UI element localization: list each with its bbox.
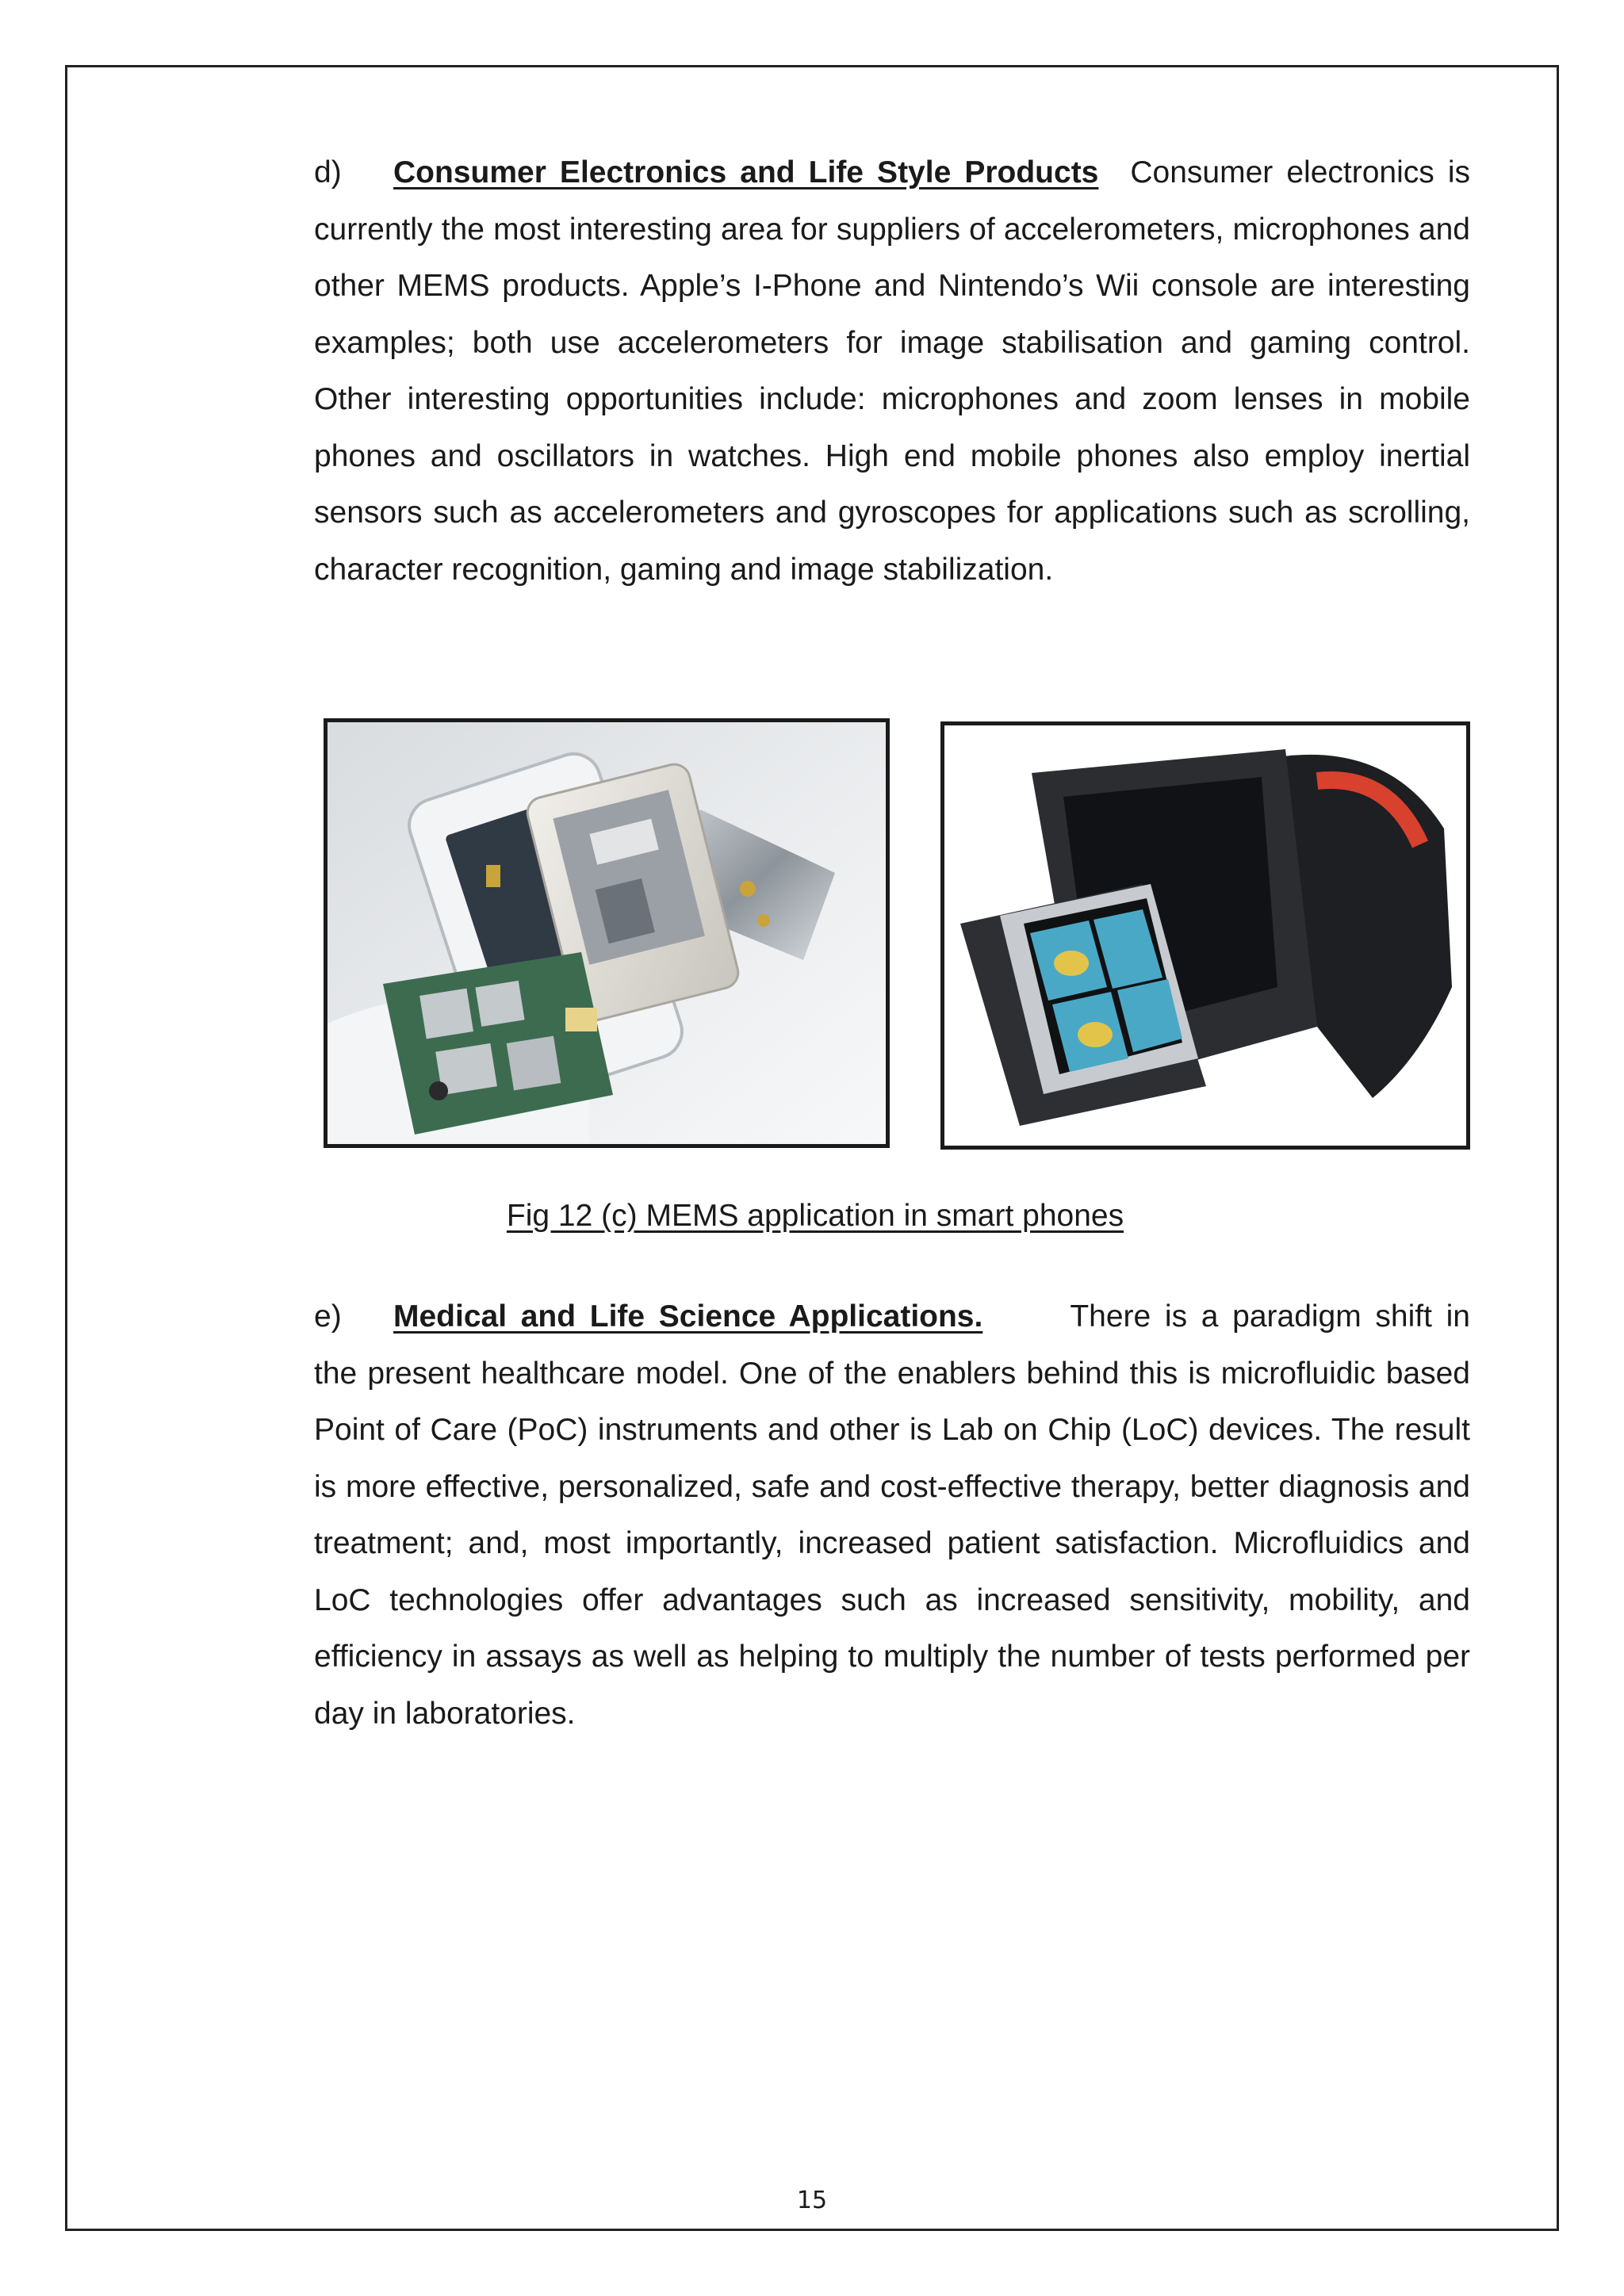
section-e-paragraph xyxy=(314,1288,1470,1742)
section-d xyxy=(314,144,1470,598)
section-e-marker: e) xyxy=(314,1299,342,1334)
page-number: 15 xyxy=(796,2187,828,2214)
section-d-marker: d) xyxy=(314,155,342,189)
section-d-paragraph xyxy=(314,144,1470,598)
figure-caption xyxy=(0,1199,1624,1234)
figure-caption-text: Fig 12 (c) MEMS application in smart phones xyxy=(506,1199,1124,1233)
disassembled-phone-image xyxy=(324,718,890,1148)
section-e-heading: Medical and Life Science Applications. xyxy=(393,1299,983,1334)
section-e-body: There is a paradigm shift in the present healthcare model. One of the enablers behind this is microfluidic based Point of Care (PoC) instruments and other is Lab on Chip (LoC) devices. The result is more effective, personalized, safe and cost-effective therapy, better diagnosis and treatment; and, most importantly, increased patient satisfaction. Microfluidics and LoC technologies offer advantages such as increased sensitivity, mobility, and efficiency in assays as well as helping to multiply the number of tests performed per day in laboratories. xyxy=(314,1299,1470,1731)
section-e xyxy=(314,1288,1470,1742)
section-d-body: Consumer electronics is currently the most interesting area for suppliers of accelerometers, microphones and other MEMS products. Apple’s I-Phone and Nintendo’s Wii console are interesting examples; both use accelerometers for image stabilisation and gaming control. Other interesting opportunities include: microphones and zoom lenses in mobile phones and oscillators in watches. High end mobile phones also employ inertial sensors such as accelerometers and gyroscopes for applications such as scrolling, character recognition, gaming and image stabilization. xyxy=(314,155,1470,587)
section-d-heading: Consumer Electronics and Life Style Products xyxy=(393,155,1099,189)
vr-headset-phone-image xyxy=(940,721,1470,1150)
